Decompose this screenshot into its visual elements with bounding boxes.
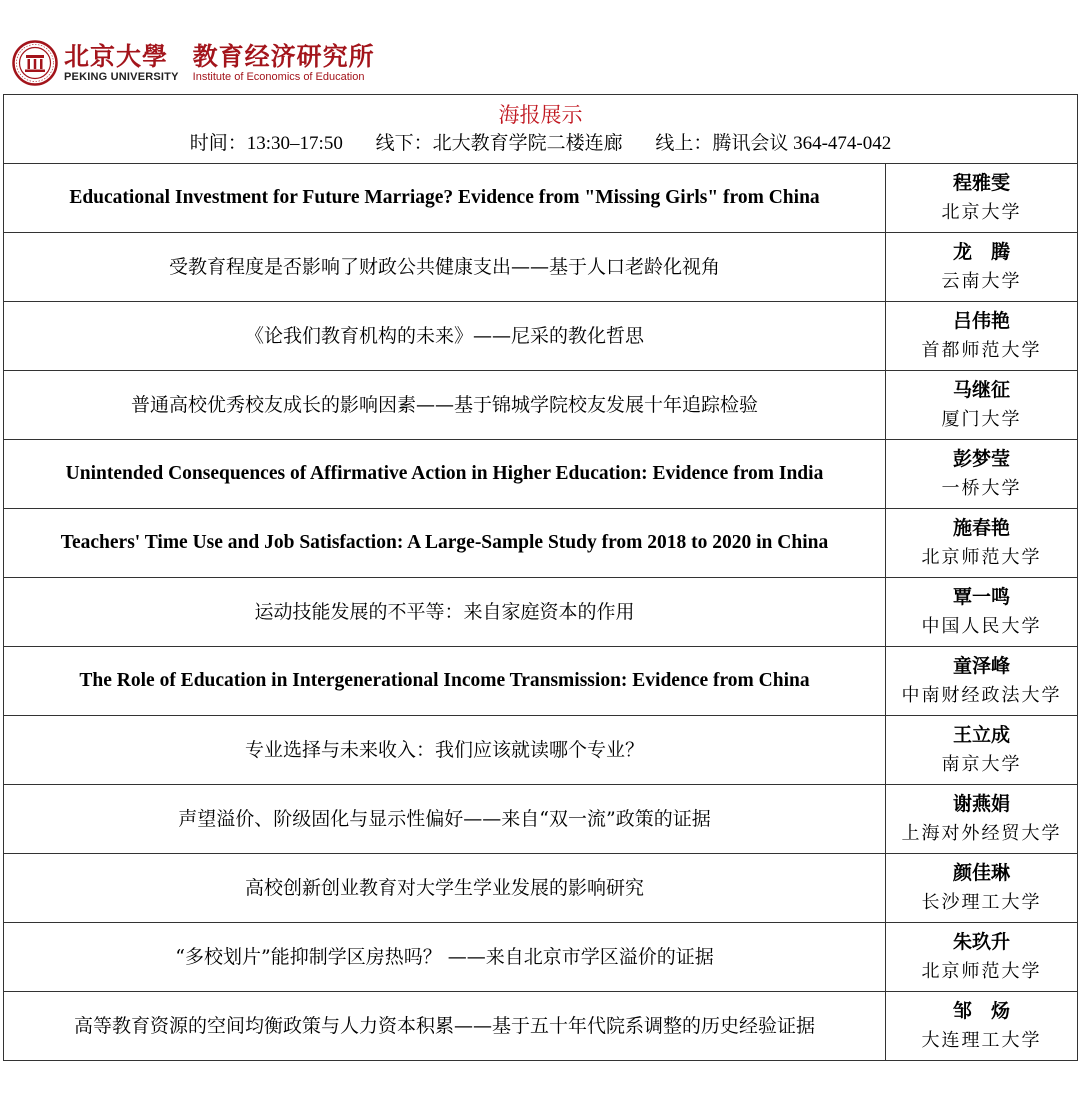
presenter-affiliation: 上海对外经贸大学 bbox=[901, 823, 1062, 844]
presenter-name: 龙 腾 bbox=[953, 241, 1011, 263]
session-offline-location: 线下：北大教育学院二楼连廊 bbox=[375, 133, 623, 154]
poster-program-table bbox=[3, 94, 1078, 1061]
presenter-name: 吕伟艳 bbox=[953, 310, 1011, 332]
presenter-name: 邹 炀 bbox=[953, 1000, 1011, 1022]
presenter-affiliation: 一桥大学 bbox=[941, 478, 1022, 499]
poster-presenter bbox=[886, 371, 1078, 440]
presenter-affiliation: 北京师范大学 bbox=[921, 961, 1042, 982]
poster-topic: 普通高校优秀校友成长的影响因素——基于锦城学院校友发展十年追踪检验 bbox=[4, 371, 886, 440]
presenter-affiliation: 南京大学 bbox=[941, 754, 1022, 775]
presenter-name: 施春艳 bbox=[953, 517, 1011, 539]
poster-presenter bbox=[886, 785, 1078, 854]
presenter-name: 童泽峰 bbox=[953, 655, 1011, 677]
poster-presenter bbox=[886, 440, 1078, 509]
poster-presenter bbox=[886, 647, 1078, 716]
university-name-cn: 北京大學 bbox=[64, 41, 169, 71]
poster-row bbox=[4, 716, 1078, 785]
institute-name-cn: 教育经济研究所 bbox=[192, 41, 375, 71]
presenter-affiliation: 首都师范大学 bbox=[921, 340, 1042, 361]
poster-row bbox=[4, 302, 1078, 371]
poster-topic: 《论我们教育机构的未来》——尼采的教化哲思 bbox=[4, 302, 886, 371]
presenter-name: 朱玖升 bbox=[953, 931, 1011, 953]
poster-topic: 高校创新创业教育对大学生学业发展的影响研究 bbox=[4, 854, 886, 923]
poster-row bbox=[4, 164, 1078, 233]
poster-row bbox=[4, 440, 1078, 509]
presenter-name: 彭梦莹 bbox=[953, 448, 1011, 470]
presenter-name: 程雅雯 bbox=[953, 172, 1011, 194]
poster-topic: 专业选择与未来收入：我们应该就读哪个专业？ bbox=[4, 716, 886, 785]
institute-name-en: Institute of Economics of Education bbox=[192, 70, 365, 83]
presenter-name: 马继征 bbox=[953, 379, 1011, 401]
poster-presenter bbox=[886, 233, 1078, 302]
session-online-meeting: 线上：腾讯会议 364-474-042 bbox=[655, 133, 892, 154]
poster-row bbox=[4, 992, 1078, 1061]
session-info bbox=[4, 130, 1077, 158]
poster-row bbox=[4, 854, 1078, 923]
poster-topic: Educational Investment for Future Marriage? Evidence from "Missing Girls" from China bbox=[4, 164, 886, 233]
poster-row bbox=[4, 647, 1078, 716]
poster-topic: 高等教育资源的空间均衡政策与人力资本积累——基于五十年代院系调整的历史经验证据 bbox=[4, 992, 886, 1061]
poster-presenter bbox=[886, 716, 1078, 785]
presenter-affiliation: 厦门大学 bbox=[941, 409, 1022, 430]
poster-row bbox=[4, 923, 1078, 992]
presenter-affiliation: 北京大学 bbox=[941, 202, 1022, 223]
poster-topic: The Role of Education in Intergenerational Income Transmission: Evidence from China bbox=[4, 647, 886, 716]
presenter-affiliation: 云南大学 bbox=[941, 271, 1022, 292]
presenter-affiliation: 北京师范大学 bbox=[921, 547, 1042, 568]
session-banner bbox=[4, 95, 1078, 164]
poster-presenter bbox=[886, 164, 1078, 233]
poster-row bbox=[4, 578, 1078, 647]
presenter-name: 谢燕娟 bbox=[953, 793, 1011, 815]
poster-topic: Unintended Consequences of Affirmative Action in Higher Education: Evidence from India bbox=[4, 440, 886, 509]
poster-topic: 受教育程度是否影响了财政公共健康支出——基于人口老龄化视角 bbox=[4, 233, 886, 302]
page-header bbox=[12, 38, 375, 88]
poster-topic: Teachers' Time Use and Job Satisfaction: A Large-Sample Study from 2018 to 2020 in China bbox=[4, 509, 886, 578]
university-brand bbox=[64, 43, 179, 84]
presenter-name: 王立成 bbox=[953, 724, 1011, 746]
session-title: 海报展示 bbox=[498, 103, 583, 127]
poster-topic: “多校划片”能抑制学区房热吗？ ——来自北京市学区溢价的证据 bbox=[4, 923, 886, 992]
session-banner-row bbox=[4, 95, 1078, 164]
poster-topic: 运动技能发展的不平等：来自家庭资本的作用 bbox=[4, 578, 886, 647]
poster-topic: 声望溢价、阶级固化与显示性偏好——来自“双一流”政策的证据 bbox=[4, 785, 886, 854]
poster-presenter bbox=[886, 302, 1078, 371]
poster-row bbox=[4, 371, 1078, 440]
peking-university-seal-icon bbox=[12, 40, 58, 86]
poster-row bbox=[4, 509, 1078, 578]
poster-presenter bbox=[886, 854, 1078, 923]
poster-presenter bbox=[886, 578, 1078, 647]
poster-presenter bbox=[886, 923, 1078, 992]
presenter-affiliation: 中国人民大学 bbox=[921, 616, 1042, 637]
presenter-affiliation: 中南财经政法大学 bbox=[901, 685, 1062, 706]
poster-presenter bbox=[886, 509, 1078, 578]
presenter-name: 覃一鸣 bbox=[953, 586, 1011, 608]
institute-brand bbox=[193, 43, 375, 84]
poster-presenter bbox=[886, 992, 1078, 1061]
presenter-affiliation: 长沙理工大学 bbox=[921, 892, 1042, 913]
presenter-name: 颜佳琳 bbox=[953, 862, 1011, 884]
session-time: 时间：13:30–17:50 bbox=[189, 133, 343, 154]
university-name-en: PEKING UNIVERSITY bbox=[64, 70, 179, 83]
presenter-affiliation: 大连理工大学 bbox=[921, 1030, 1042, 1051]
poster-row bbox=[4, 233, 1078, 302]
poster-row bbox=[4, 785, 1078, 854]
